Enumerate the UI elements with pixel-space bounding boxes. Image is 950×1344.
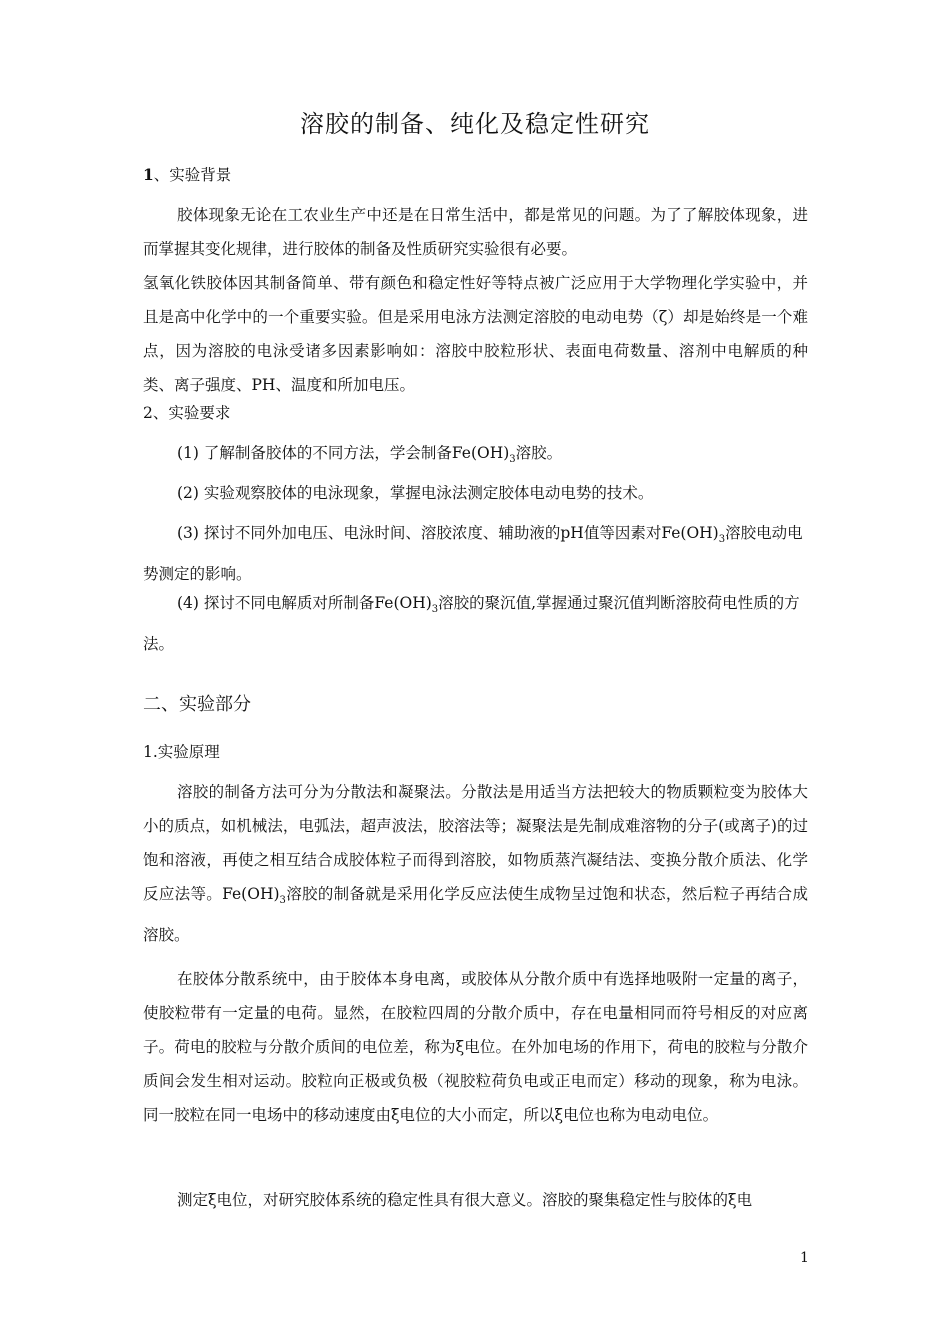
background-paragraph-2: 氢氧化铁胶体因其制备简单、带有颜色和稳定性好等特点被广泛应用于大学物理化学实验中，并且是高中化学中的一个重要实验。但是采用电泳方法测定溶胶的电动电势（ζ）却是始终是一个难点，因为溶胶的电泳受诸多因素影响如：溶胶中胶粒形状、表面电荷数量、溶剂中电解质的种类、离子强度、PH、温度和所加电压。 <box>143 274 808 394</box>
requirement-4 <box>143 586 808 661</box>
section-title: 、实验背景 <box>153 166 232 184</box>
background-paragraph-1: 胶体现象无论在工农业生产中还是在日常生活中，都是常见的问题。为了了解胶体现象，进而掌握其变化规律，进行胶体的制备及性质研究实验很有必要。 <box>143 206 808 258</box>
principle-paragraph-1-text: 溶胶的制备方法可分为分散法和凝聚法。分散法是用适当方法把较大的物质颗粒变为胶体大小的质点，如机械法，电弧法，超声波法，胶溶法等；凝聚法是先制成难溶物的分子(或离子)的过饱和溶液，再使之相互结合成胶体粒子而得到溶胶，如物质蒸汽凝结法、变换分散介质法、化学反应法等。Fe(OH) <box>143 783 808 903</box>
requirement-4-text-end: 溶胶的聚沉值,掌握通过聚沉值判断溶胶荷电性质的方法。 <box>143 594 800 653</box>
principle-paragraph-1 <box>143 775 808 952</box>
requirement-3 <box>143 516 808 591</box>
requirement-1-text: (1) 了解制备胶体的不同方法，学会制备Fe(OH) <box>177 444 510 462</box>
part-heading-experiment: 二、实验部分 <box>143 694 251 715</box>
page-number: 1 <box>800 1250 809 1266</box>
section-heading-background <box>143 158 231 192</box>
subsection-heading-principle: 1.实验原理 <box>143 743 220 761</box>
subscript: 3 <box>509 454 516 465</box>
principle-paragraph-2: 在胶体分散系统中，由于胶体本身电离，或胶体从分散介质中有选择地吸附一定量的离子，使胶粒带有一定量的电荷。显然，在胶粒四周的分散介质中，存在电量相同而符号相反的对应离子。荷电的胶粒与分散介质间的电位差，称为ξ电位。在外加电场的作用下，荷电的胶粒与分散介质间会发生相对运动。胶粒向正极或负极（视胶粒荷负电或正电而定）移动的现象，称为电泳。同一胶粒在同一电场中的移动速度由ξ电位的大小而定，所以ξ电位也称为电动电位。 <box>143 970 808 1124</box>
section-number: 1 <box>143 165 154 184</box>
requirement-4-text: (4) 探讨不同电解质对所制备Fe(OH) <box>177 594 432 612</box>
principle-paragraph-1-text-end: 溶胶的制备就是采用化学反应法使生成物呈过饱和状态，然后粒子再结合成溶胶。 <box>143 885 808 944</box>
document-title: 溶胶的制备、纯化及稳定性研究 <box>300 110 650 138</box>
subscript: 3 <box>279 895 286 906</box>
requirement-1-text-end: 溶胶。 <box>515 444 563 462</box>
requirement-3-text: (3) 探讨不同外加电压、电泳时间、溶胶浓度、辅助液的pH值等因素对Fe(OH) <box>177 524 719 542</box>
requirement-1 <box>177 436 808 477</box>
requirement-2: (2) 实验观察胶体的电泳现象，掌握电泳法测定胶体电动电势的技术。 <box>177 484 654 502</box>
subscript: 3 <box>718 534 726 545</box>
principle-paragraph-3: 测定ξ电位，对研究胶体系统的稳定性具有很大意义。溶胶的聚集稳定性与胶体的ξ电 <box>177 1191 753 1209</box>
requirement-3-text-end: 溶胶电动电势测定的影响。 <box>143 524 803 583</box>
section-heading-requirements: 2、实验要求 <box>143 404 231 422</box>
subscript: 3 <box>431 604 439 615</box>
